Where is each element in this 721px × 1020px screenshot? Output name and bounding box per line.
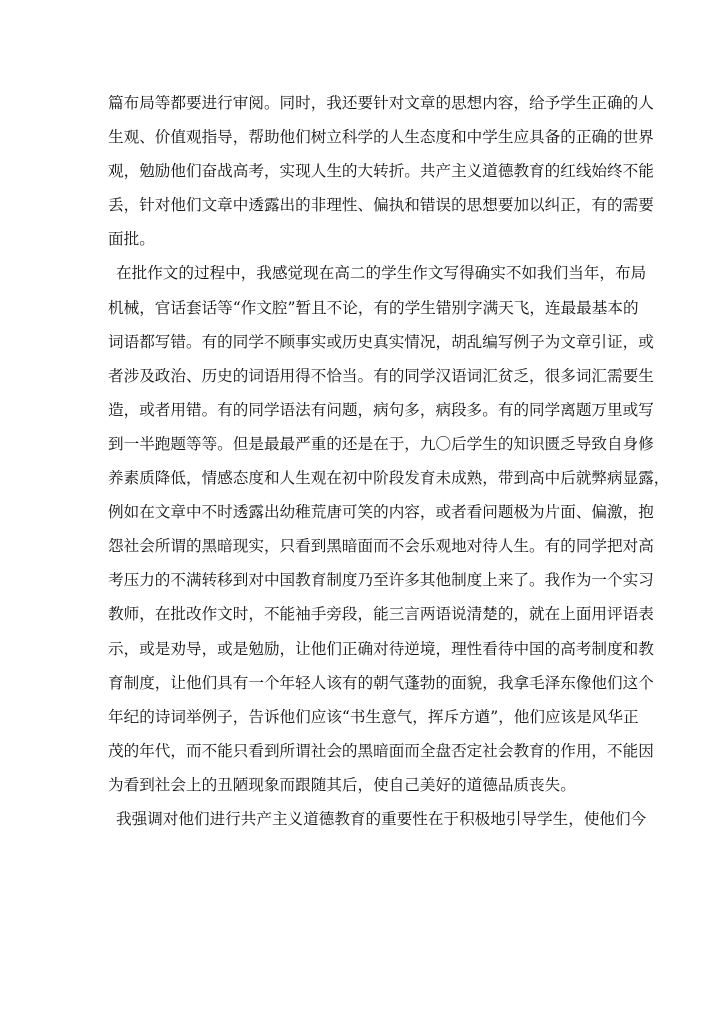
text-line: 茂的年代，而不能只看到所谓社会的黑暗面而全盘否定社会教育的作用，不能因 — [108, 741, 654, 760]
text-line: 丢，针对他们文章中透露出的非理性、偏执和错误的思想要加以纠正，有的需要 — [108, 196, 654, 215]
text-line: 在批作文的过程中，我感觉现在高二的学生作文写得确实不如我们当年，布局 — [116, 264, 647, 283]
text-line: 养素质降低，情感态度和人生观在初中阶段发育未成熟，带到高中后就弊病显露， — [108, 469, 670, 488]
text-line: 怨社会所谓的黑暗现实，只看到黑暗面而不会乐观地对待人生。有的同学把对高 — [108, 537, 654, 556]
text-line: 机械，官话套话等“作文腔”暂且不论，有的学生错别字满天飞，连最最基本的 — [108, 298, 639, 317]
text-line: 教师，在批改作文时，不能袖手旁段，能三言两语说清楚的，就在上面用评语表 — [108, 605, 654, 624]
text-line: 育制度，让他们具有一个年轻人该有的朝气蓬勃的面貌，我拿毛泽东像他们这个 — [108, 673, 654, 692]
body-text — [108, 86, 670, 836]
text-line: 篇布局等都要进行审阅。同时，我还要针对文章的思想内容，给予学生正确的人 — [108, 94, 654, 112]
text-line: 者涉及政治、历史的词语用得不恰当。有的同学汉语词汇贫乏，很多词汇需要生 — [108, 366, 654, 385]
text-line: 观，勉励他们奋战高考，实现人生的大转折。共产主义道德教育的红线始终不能 — [108, 162, 654, 181]
text-line: 考压力的不满转移到对中国教育制度乃至许多其他制度上来了。我作为一个实习 — [108, 571, 654, 590]
text-line: 造，或者用错。有的同学语法有问题，病句多，病段多。有的同学离题万里或写 — [108, 400, 654, 419]
text-line: 例如在文章中不时透露出幼稚荒唐可笑的内容，或者看问题极为片面、偏激，抱 — [108, 503, 654, 522]
text-line: 词语都写错。有的同学不顾事实或历史真实情况，胡乱编写例子为文章引证，或 — [108, 332, 654, 351]
text-line: 生观、价值观指导，帮助他们树立科学的人生态度和中学生应具备的正确的世界 — [108, 128, 654, 147]
text-line: 面批。 — [108, 230, 155, 249]
text-line: 到一半跑题等等。但是最最严重的还是在于，九〇后学生的知识匮乏导致自身修 — [108, 434, 654, 453]
text-line: 示，或是劝导，或是勉励，让他们正确对待逆境，理性看待中国的高考制度和教 — [108, 639, 654, 658]
text-line: 为看到社会上的丑陋现象而跟随其后，使自己美好的道德品质丧失。 — [108, 775, 576, 794]
text-line: 我强调对他们进行共产主义道德教育的重要性在于积极地引导学生，使他们今 — [116, 809, 647, 828]
text-line: 年纪的诗词举例子，告诉他们应该“书生意气，挥斥方遒”，他们应该是风华正 — [108, 707, 639, 726]
